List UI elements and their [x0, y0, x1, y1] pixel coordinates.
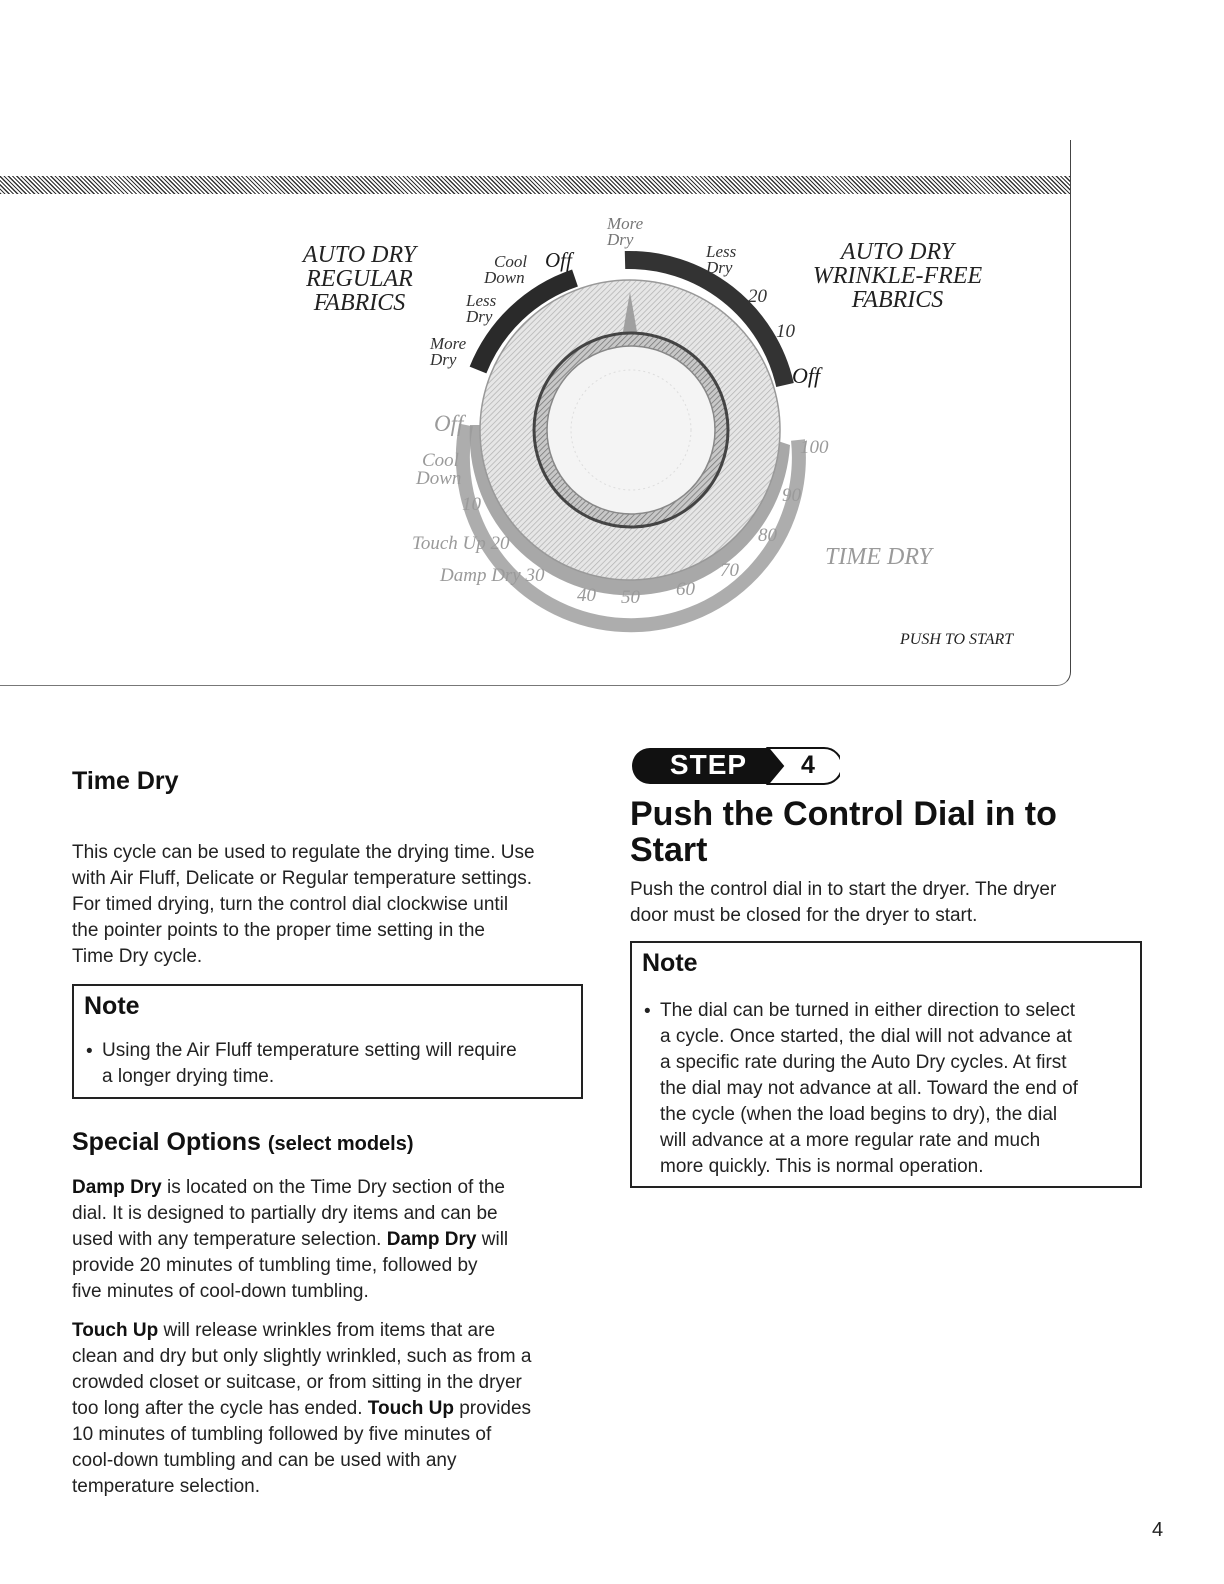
wrinkle-10-label: 10 — [776, 321, 795, 342]
time-50-label: 50 — [621, 587, 640, 608]
time-70-label: 70 — [720, 560, 739, 581]
top-more-dry-label: More Dry — [607, 214, 644, 250]
auto-dry-wrinkle-free-label: AUTO DRY WRINKLE-FREE FABRICS — [812, 239, 983, 313]
touch-up-paragraph: Touch Up will release wrinkles from items that are clean and dry but only slightly wrinkled, such as from a crowded closet or suitcase, or from sitting in the dryer too long after the cycle has ended. Touch Up provides 10 minutes of tumbling followed by five minutes of cool-down tumbling and can be used with any temperature selection. — [72, 1320, 532, 1497]
time-10-label: 10 — [462, 494, 481, 515]
time-dry-heading: Time Dry — [72, 767, 179, 795]
dial-note — [630, 941, 1142, 1188]
step-label: STEP — [669, 749, 748, 780]
step-badge — [628, 746, 840, 786]
control-dial-graphic — [0, 0, 1224, 700]
regular-less-dry-label: Less Dry — [466, 291, 497, 327]
regular-cool-down-label: Cool Down — [484, 252, 528, 288]
time-dry-note — [72, 984, 583, 1099]
time-90-label: 90 — [782, 485, 801, 506]
auto-dry-regular-label: AUTO DRY REGULAR FABRICS — [302, 242, 417, 316]
step-number: 4 — [801, 751, 815, 779]
time-80-label: 80 — [758, 525, 777, 546]
dial-knob-face — [547, 346, 715, 514]
note-title: Note — [642, 949, 698, 977]
wrinkle-20-label: 20 — [748, 286, 767, 307]
touch-up-label: Touch Up 20 — [412, 533, 510, 554]
bullet: • — [86, 1041, 93, 1062]
damp-dry-paragraph: Damp Dry is located on the Time Dry section of the dial. It is designed to partially dry items and can be used with any temperature selection. Damp Dry will provide 20 minutes of tumbling time, followed by five minutes of cool-down tumbling. — [72, 1177, 509, 1302]
wrinkle-off-label: Off — [792, 363, 821, 388]
time-off-label: Off — [434, 411, 464, 436]
bullet: • — [644, 1001, 651, 1022]
time-dry-body: This cycle can be used to regulate the drying time. Use with Air Fluff, Delicate or Regular temperature settings. For timed drying, turn the control dial clockwise until the pointer points to the proper time setting in the Time Dry cycle. — [72, 842, 535, 967]
time-60-label: 60 — [676, 579, 695, 600]
regular-off-label: Off — [545, 248, 572, 272]
special-options-heading: Special Options (select models) — [72, 1128, 414, 1156]
page-number: 4 — [1152, 1519, 1164, 1541]
time-40-label: 40 — [577, 585, 596, 606]
damp-dry-label: Damp Dry 30 — [440, 565, 545, 586]
push-dial-body: Push the control dial in to start the dryer. The dryer door must be closed for the dryer to start. — [630, 879, 1057, 926]
regular-more-dry-label: More Dry — [430, 334, 467, 370]
note-title: Note — [84, 992, 140, 1020]
time-dry-label: TIME DRY — [825, 544, 932, 570]
note-text: The dial can be turned in either direction to select a cycle. Once started, the dial will not advance at a specific rate during the Auto Dry cycles. At first the dial may not advance at all. Toward the end of the cycle (when the load begins to dry), the dial will advance at a more regular rate and much more quickly. This is normal operation. — [660, 1000, 1078, 1177]
note-text: Using the Air Fluff temperature setting will require a longer drying time. — [102, 1040, 517, 1087]
push-dial-title: Push the Control Dial in to Start — [630, 795, 1057, 869]
time-100-label: 100 — [800, 437, 829, 458]
wrinkle-less-dry-label: Less Dry — [706, 242, 737, 278]
time-cool-down-label: Cool Down — [416, 450, 462, 490]
push-to-start-label: PUSH TO START — [900, 631, 1014, 648]
